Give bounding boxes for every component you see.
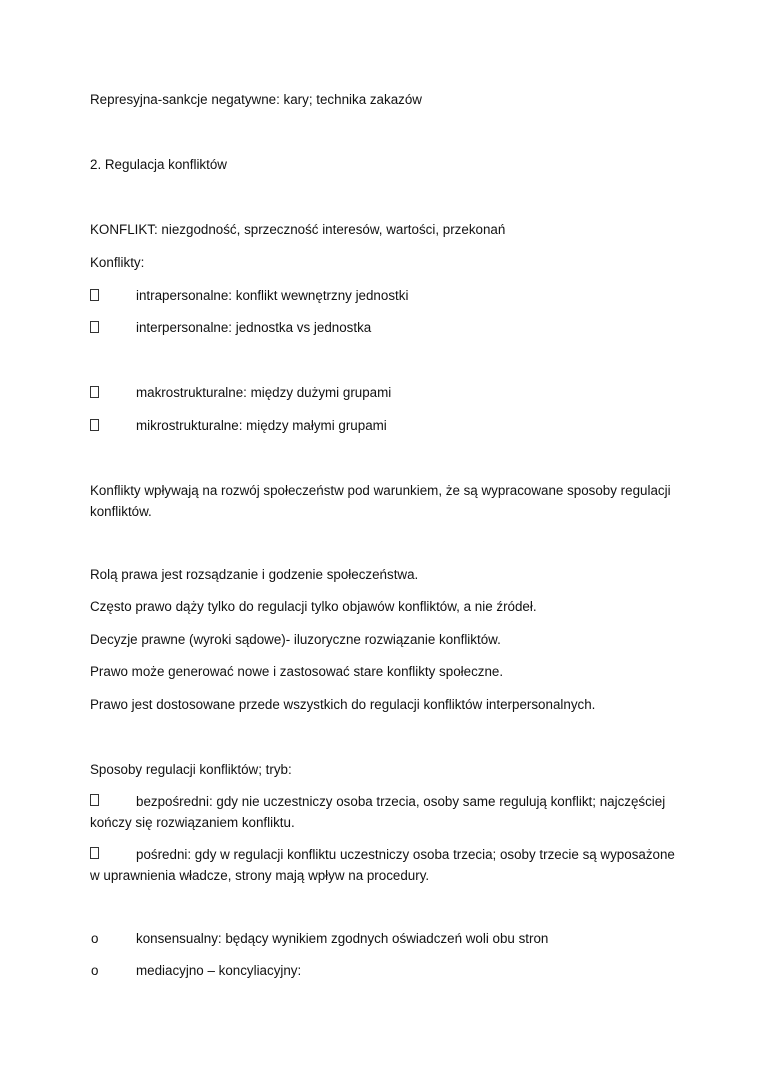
list-item [0, 961, 760, 981]
list-item-text: mediacyjno – koncyliacyjny: [136, 963, 302, 978]
section-heading: 2. Regulacja konfliktów [90, 157, 227, 172]
conflict-definition: KONFLIKT: niezgodność, sprzeczność interesów, wartości, przekonań [90, 222, 506, 237]
list-item [0, 929, 760, 949]
law-line: Decyzje prawne (wyroki sądowe)- iluzoryczne rozwiązanie konfliktów. [90, 632, 501, 647]
list-item-text: konsensualny: będący wynikiem zgodnych oświadczeń woli obu stron [136, 931, 549, 946]
paragraph-development: Konflikty wpływają na rozwój społeczeństw pod warunkiem, że są wypracowane sposoby regulacji konfliktów. [90, 483, 671, 519]
modes-label: Sposoby regulacji konfliktów; tryb: [90, 762, 292, 777]
o-bullet-marker: o [91, 963, 99, 978]
list-item-text: mikrostrukturalne: między małymi grupami [136, 418, 387, 433]
bullet-glyph-icon [90, 286, 99, 306]
bullet-glyph-icon [90, 416, 99, 436]
list-item [0, 318, 760, 338]
list-item [0, 416, 760, 436]
list-item [0, 286, 760, 306]
bullet-glyph-icon [90, 383, 99, 403]
list-item-text: makrostrukturalne: między dużymi grupami [136, 385, 392, 400]
conflicts-label: Konflikty: [90, 255, 145, 270]
mode-direct-text: bezpośredni: gdy nie uczestniczy osoba trzecia, osoby same regulują konflikt; najczęściej kończy się rozwiązaniem konfliktu. [90, 794, 666, 830]
law-line: Prawo może generować nowe i zastosować stare konflikty społeczne. [90, 664, 504, 679]
mode-indirect-text: pośredni: gdy w regulacji konfliktu uczestniczy osoba trzecia; osoby trzecie są wyposażone w uprawnienia władcze, strony mają wpływ na procedury. [90, 847, 675, 883]
law-line: Prawo jest dostosowane przede wszystkich do regulacji konfliktów interpersonalnych. [90, 697, 596, 712]
law-line: Często prawo dąży tylko do regulacji tylko objawów konfliktów, a nie źródeł. [90, 599, 537, 614]
list-item-text: intrapersonalne: konflikt wewnętrzny jednostki [136, 288, 409, 303]
o-bullet-marker: o [91, 931, 99, 946]
law-line: Rolą prawa jest rozsądzanie i godzenie społeczeństwa. [90, 567, 419, 582]
list-item-text: interpersonalne: jednostka vs jednostka [136, 320, 372, 335]
list-item [0, 383, 760, 403]
bullet-glyph-icon [90, 318, 99, 338]
text-repressive-sanctions: Represyjna-sankcje negatywne: kary; technika zakazów [90, 92, 422, 107]
